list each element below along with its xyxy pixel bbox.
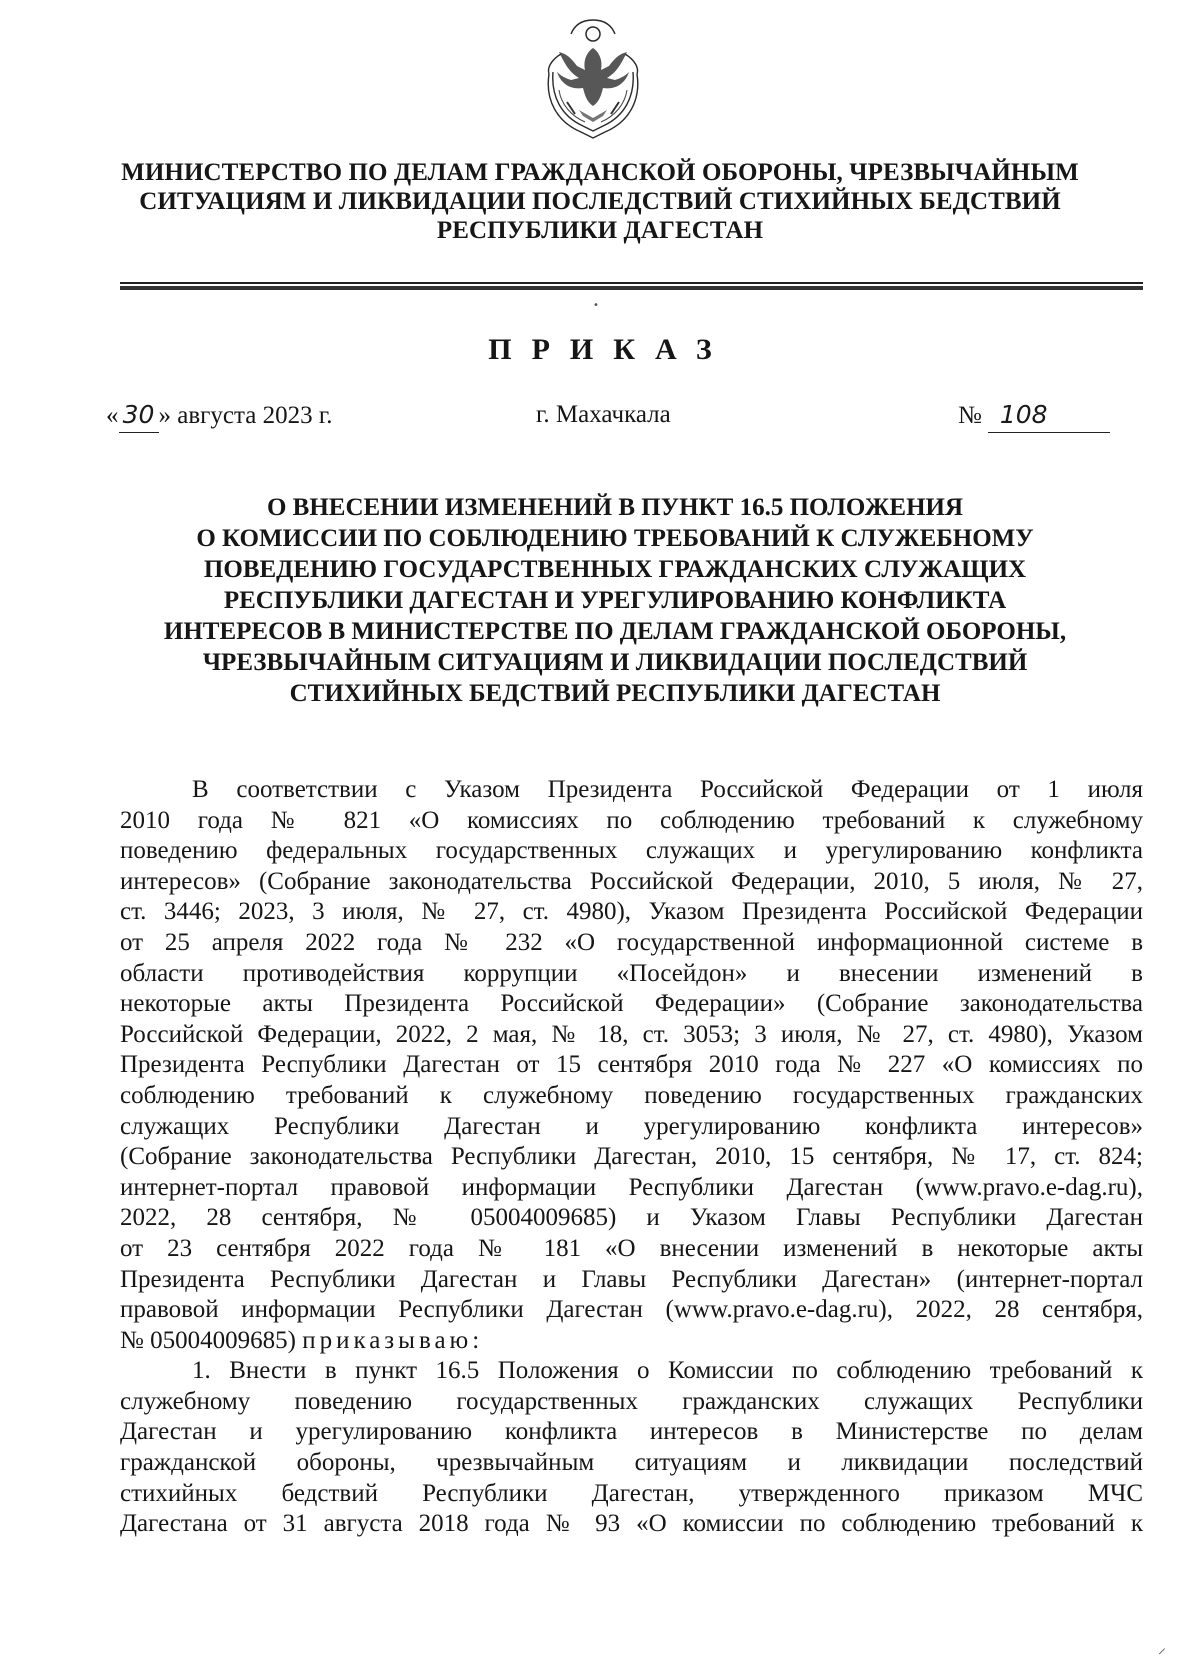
body-line: (Собрание законодательства Республики Дагестан, 2010, 15 сентября, № 17, ст. 824; [120, 1143, 1143, 1171]
open-quote: « [106, 402, 119, 429]
item-line: Дагестана от 31 августа 2018 года № 93 «О комиссии по соблюдению требований к [120, 1510, 1143, 1538]
body-line: 2010 года № 821 «О комиссиях по соблюдению требований к служебному [120, 806, 1143, 834]
item-line: 1. Внести в пункт 16.5 Положения о Комиссии по соблюдению требований к [192, 1357, 1143, 1385]
subject-line: О ВНЕСЕНИИ ИЗМЕНЕНИЙ В ПУНКТ 16.5 ПОЛОЖЕНИЯ [266, 494, 964, 521]
item-line: гражданской обороны, чрезвычайным ситуациям и ликвидации последствий [120, 1449, 1143, 1477]
subject-line: О КОМИССИИ ПО СОБЛЮДЕНИЮ ТРЕБОВАНИЙ К СЛУЖЕБНОМУ [196, 525, 1034, 552]
body-line: 2022, 28 сентября, № 05004009685) и Указом Главы Республики Дагестан [120, 1204, 1143, 1232]
number-label: № [958, 402, 982, 429]
body-line-order [120, 1326, 1143, 1357]
order-word: приказываю: [302, 1326, 484, 1354]
subject-line: ИНТЕРЕСОВ В МИНИСТЕРСТВЕ ПО ДЕЛАМ ГРАЖДАНСКОЙ ОБОРОНЫ, [163, 618, 1067, 645]
body-line: служащих Республики Дагестан и урегулированию конфликта интересов» [120, 1112, 1143, 1140]
order-date [106, 398, 333, 433]
ministry-line-2: СИТУАЦИЯМ И ЛИКВИДАЦИИ ПОСЛЕДСТВИЙ СТИХИЙНЫХ БЕДСТВИЙ [139, 188, 1061, 215]
body-line: Президента Республики Дагестан от 15 сентября 2010 года № 227 «О комиссиях по [120, 1051, 1143, 1079]
item-line: стихийных бедствий Республики Дагестан, утвержденного приказом МЧС [120, 1479, 1143, 1507]
item-line: Дагестан и урегулированию конфликта интересов в Министерстве по делам [120, 1418, 1143, 1446]
coat-of-arms-emblem [531, 14, 655, 142]
body-line: интернет-портал правовой информации Республики Дагестан (www.pravo.e-dag.ru), [120, 1173, 1143, 1201]
document-type-title: ПРИКАЗ [488, 333, 732, 366]
order-body [120, 775, 1143, 1540]
ministry-line-3: РЕСПУБЛИКИ ДАГЕСТАН [436, 217, 764, 244]
scan-mark-icon: ⸝ [1158, 1638, 1167, 1657]
subject-line: ПОВЕДЕНИЮ ГОСУДАРСТВЕННЫХ ГРАЖДАНСКИХ СЛУЖАЩИХ [203, 556, 1027, 583]
body-line: поведению федеральных государственных служащих и урегулированию конфликта [120, 837, 1143, 865]
handwritten-number: 108 [988, 398, 1110, 433]
body-line: от 23 сентября 2022 года № 181 «О внесении изменений в некоторые акты [120, 1234, 1143, 1262]
item-line: служебному поведению государственных гражданских служащих Республики [120, 1387, 1143, 1415]
subject-line: СТИХИЙНЫХ БЕДСТВИЙ РЕСПУБЛИКИ ДАГЕСТАН [289, 680, 941, 707]
subject-line: РЕСПУБЛИКИ ДАГЕСТАН И УРЕГУЛИРОВАНИЮ КОНФЛИКТА [223, 587, 1007, 614]
ministry-header [120, 158, 1080, 245]
month-year: » августа 2023 г. [158, 402, 333, 429]
body-line: правовой информации Республики Дагестан (www.pravo.e-dag.ru), 2022, 28 сентября, [120, 1296, 1143, 1324]
body-line: соблюдению требований к служебному поведению государственных гражданских [120, 1081, 1143, 1109]
body-line: В соответствии с Указом Президента Российской Федерации от 1 июля [192, 776, 1143, 803]
registration-number: № 05004009685) [120, 1326, 303, 1354]
ministry-line-1: МИНИСТЕРСТВО ПО ДЕЛАМ ГРАЖДАНСКОЙ ОБОРОНЫ, ЧРЕЗВЫЧАЙНЫМ [121, 159, 1079, 186]
body-line: интересов» (Собрание законодательства Российской Федерации, 2010, 5 июля, № 27, [120, 867, 1143, 895]
subject-line: ЧРЕЗВЫЧАЙНЫМ СИТУАЦИЯМ И ЛИКВИДАЦИИ ПОСЛЕДСТВИЙ [202, 649, 1028, 676]
order-subject [120, 492, 1110, 709]
handwritten-day: 30 [119, 398, 159, 433]
dateline [0, 398, 1200, 432]
body-line: Российской Федерации, 2022, 2 мая, № 18, ст. 3053; 3 июля, № 27, ст. 4980), Указом [120, 1020, 1143, 1048]
body-line: области противодействия коррупции «Посейдон» и внесении изменений в [120, 959, 1143, 987]
body-line: некоторые акты Президента Российской Федерации» (Собрание законодательства [120, 990, 1143, 1018]
body-line: ст. 3446; 2023, 3 июля, № 27, ст. 4980), Указом Президента Российской Федерации [120, 898, 1143, 926]
body-line: Президента Республики Дагестан и Главы Республики Дагестан» (интернет-портал [120, 1265, 1143, 1293]
scan-dot-icon: • [593, 300, 599, 311]
header-divider [120, 282, 1143, 291]
body-line: от 25 апреля 2022 года № 232 «О государственной информационной системе в [120, 928, 1143, 956]
order-number [958, 398, 1110, 433]
city: г. Махачкала [536, 401, 671, 428]
